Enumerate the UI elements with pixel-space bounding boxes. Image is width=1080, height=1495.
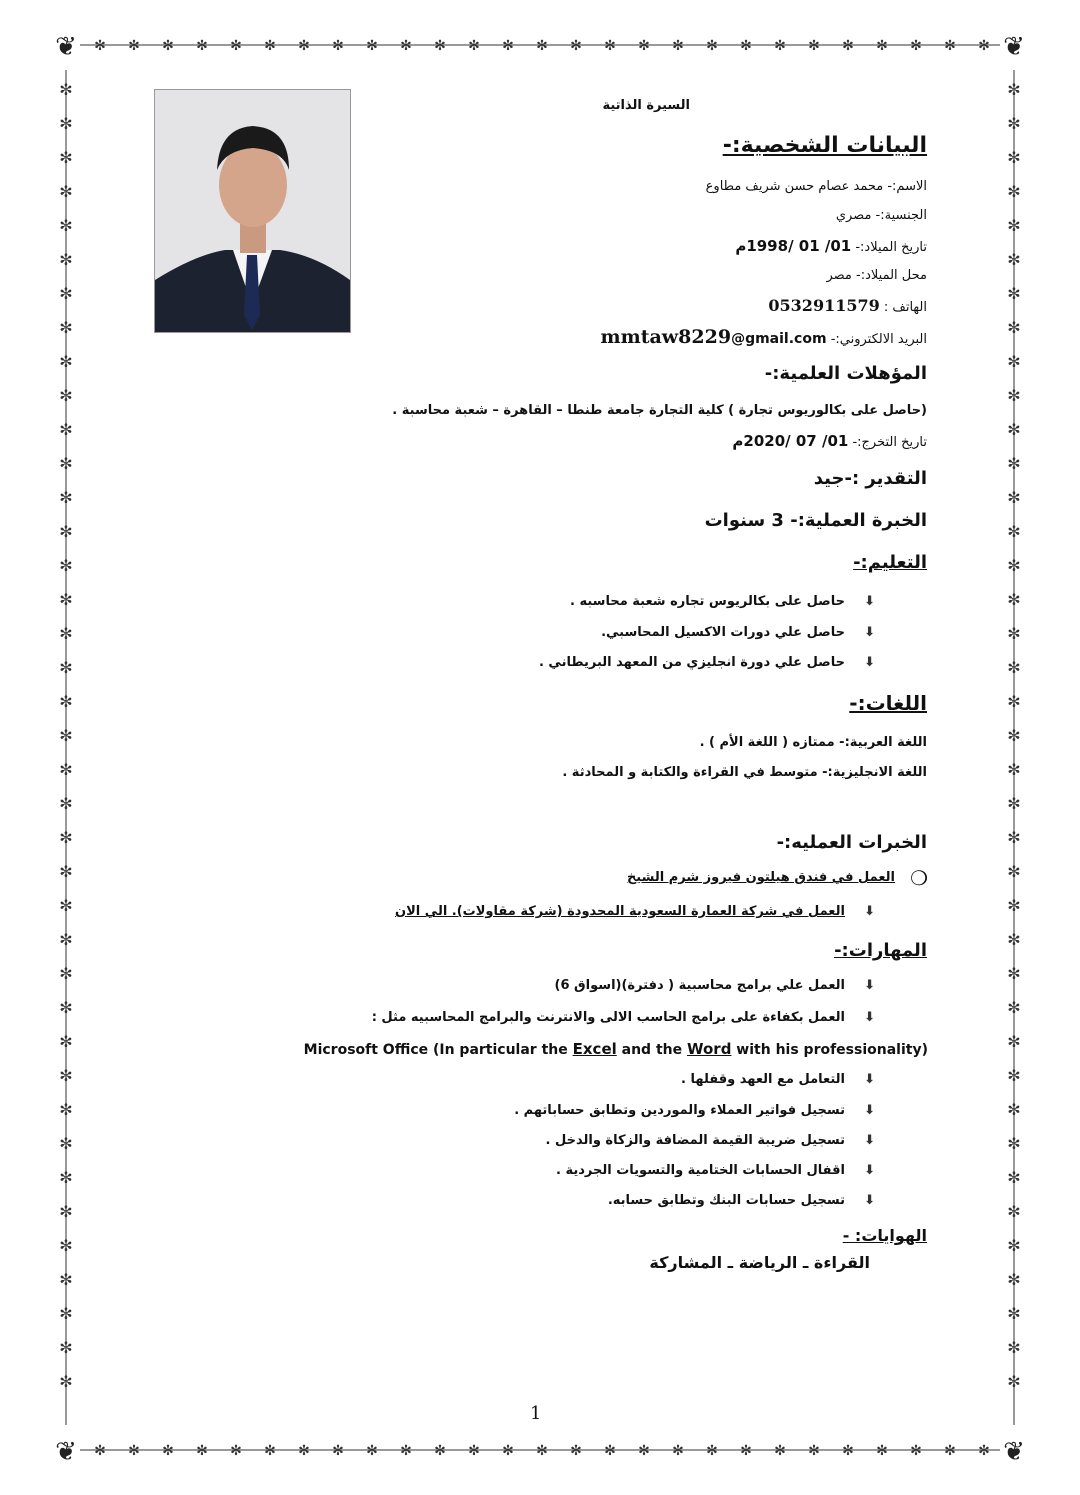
education-item-text: حاصل علي دورات الاكسيل المحاسبي. <box>601 625 845 640</box>
border-ornament-icon: ✻ <box>740 1443 752 1459</box>
border-ornament-icon: ✻ <box>162 1443 174 1459</box>
border-ornament-icon: ✼ <box>1007 1066 1021 1085</box>
border-ornament-icon: ✼ <box>1007 1338 1021 1357</box>
svg-text:❦: ❦ <box>1003 1437 1025 1467</box>
skill-item-text: العمل علي برامج محاسبية ( دفترة)(اسواق 6) <box>554 978 845 993</box>
arrow-bullet-icon: ⬇ <box>864 594 875 609</box>
phone-line <box>768 296 927 315</box>
work-item <box>395 904 875 919</box>
experience-years: الخبرة العملية:- 3 سنوات <box>704 510 927 531</box>
border-ornament-icon: ✻ <box>502 1443 514 1459</box>
email-value[interactable] <box>601 326 827 348</box>
border-ornament-icon: ✻ <box>978 1443 990 1459</box>
border-ornament-icon: ✻ <box>876 1443 888 1459</box>
border-ornament-icon: ✼ <box>1007 1372 1021 1391</box>
education-item <box>539 655 875 670</box>
border-ornament-icon: ✻ <box>978 38 990 54</box>
border-ornament-icon: ✼ <box>1007 352 1021 371</box>
border-ornament-icon: ✼ <box>1007 726 1021 745</box>
border-ornament-icon: ✼ <box>1007 1270 1021 1289</box>
border-ornament-icon: ✻ <box>774 38 786 54</box>
border-ornament-icon: ✻ <box>468 1443 480 1459</box>
skill-item-text: التعامل مع العهد وقفلها . <box>681 1072 845 1087</box>
border-ornament-icon: ✼ <box>59 930 73 949</box>
profile-photo <box>154 89 351 333</box>
phone-value: 0532911579 <box>768 296 880 315</box>
arrow-bullet-icon: ⬇ <box>864 1103 875 1118</box>
border-ornament-icon: ✼ <box>59 1066 73 1085</box>
border-ornament-icon: ✼ <box>59 862 73 881</box>
circle-bullet-icon: ❍ <box>910 866 928 890</box>
border-ornament-icon: ✼ <box>59 624 73 643</box>
border-ornament-icon: ✼ <box>1007 930 1021 949</box>
border-ornament-icon: ✻ <box>944 1443 956 1459</box>
doc-title: السيرة الذاتية <box>602 98 690 113</box>
border-ornament-icon: ✼ <box>1007 420 1021 439</box>
border-ornament-icon: ✻ <box>298 38 310 54</box>
email-user: mmtaw8229 <box>600 326 732 348</box>
border-ornament-icon: ✼ <box>1007 1168 1021 1187</box>
border-ornament-icon: ✻ <box>672 38 684 54</box>
arabic-language: اللغة العربية:- ممتازه ( اللغة الأم ) . <box>699 735 927 750</box>
border-ornament-icon: ✼ <box>1007 1032 1021 1051</box>
border-ornament-icon: ✻ <box>706 1443 718 1459</box>
skill-item-text: العمل بكفاءة على برامج الحاسب الالى والانترنت والبرامج المحاسبيه مثل : <box>371 1010 845 1025</box>
border-ornament-icon: ✼ <box>59 1202 73 1221</box>
svg-text:❦: ❦ <box>1003 32 1025 62</box>
nationality-line: الجنسية:- مصري <box>835 208 927 223</box>
arrow-bullet-icon: ⬇ <box>864 1163 875 1178</box>
border-ornament-icon: ✼ <box>59 182 73 201</box>
arrow-bullet-icon: ⬇ <box>864 1193 875 1208</box>
border-ornament-icon: ✼ <box>1007 114 1021 133</box>
border-ornament-icon: ✻ <box>604 1443 616 1459</box>
border-ornament-icon: ✼ <box>1007 1134 1021 1153</box>
border-ornament-icon: ✼ <box>59 896 73 915</box>
border-ornament-icon: ✼ <box>1007 862 1021 881</box>
education-item-text: حاصل على بكالريوس تجاره شعبة محاسبه . <box>570 594 845 609</box>
border-ornament-icon: ✼ <box>59 726 73 745</box>
skill-item-text: اقفال الحسابات الختامية والتسويات الجردية . <box>556 1163 845 1178</box>
border-ornament-icon: ✼ <box>59 216 73 235</box>
arrow-bullet-icon: ⬇ <box>864 655 875 670</box>
border-ornament-icon: ✻ <box>672 1443 684 1459</box>
border-ornament-icon: ✼ <box>1007 658 1021 677</box>
border-ornament-icon: ✻ <box>434 38 446 54</box>
border-ornament-icon: ✼ <box>1007 216 1021 235</box>
border-ornament-icon: ✻ <box>808 38 820 54</box>
birth-date-line <box>735 237 927 255</box>
border-ornament-icon: ✼ <box>59 1338 73 1357</box>
border-ornament-icon: ✼ <box>1007 896 1021 915</box>
border-ornament-icon: ✻ <box>944 38 956 54</box>
border-ornament-icon: ✼ <box>59 1270 73 1289</box>
border-ornament-icon: ✼ <box>1007 794 1021 813</box>
border-ornament-icon: ✼ <box>1007 692 1021 711</box>
border-ornament-icon: ✼ <box>59 488 73 507</box>
work-heading: الخبرات العمليه:- <box>776 832 927 853</box>
border-ornament-icon: ✼ <box>59 1372 73 1391</box>
border-ornament-icon: ✼ <box>59 794 73 813</box>
word-word: Word <box>686 1040 732 1058</box>
skill-item <box>608 1193 875 1208</box>
border-ornament-icon: ✼ <box>59 1134 73 1153</box>
border-ornament-icon: ✻ <box>910 1443 922 1459</box>
border-ornament-icon: ✻ <box>230 1443 242 1459</box>
border-ornament-icon: ✻ <box>434 1443 446 1459</box>
border-ornament-icon: ✻ <box>400 38 412 54</box>
border-ornament-icon: ✼ <box>1007 80 1021 99</box>
border-ornament-icon: ✼ <box>59 1304 73 1323</box>
border-ornament-icon: ✼ <box>59 1100 73 1119</box>
border-ornament-icon: ✻ <box>230 38 242 54</box>
border-ornament-icon: ✼ <box>59 998 73 1017</box>
work-item <box>627 870 895 885</box>
email-line <box>601 326 927 348</box>
border-ornament-icon: ✼ <box>59 964 73 983</box>
border-ornament-icon: ✼ <box>59 828 73 847</box>
border-ornament-icon: ✼ <box>59 80 73 99</box>
work-item-text: العمل في فندق هيلتون فيروز شرم الشيخ <box>626 870 895 885</box>
svg-text:❦: ❦ <box>55 32 77 62</box>
skill-item-text: تسجيل ضريبة القيمة المضافة والزكاة والدخل . <box>545 1133 845 1148</box>
arrow-bullet-icon: ⬇ <box>864 1072 875 1087</box>
border-ornament-icon: ✻ <box>740 38 752 54</box>
education-item <box>570 594 875 609</box>
border-ornament-icon: ✻ <box>876 38 888 54</box>
border-ornament-icon: ✼ <box>59 658 73 677</box>
border-ornament-icon: ✻ <box>604 38 616 54</box>
border-ornament-icon: ✼ <box>1007 1100 1021 1119</box>
grad-date-value: 01/ 07 /2020م <box>732 432 849 450</box>
skill-item <box>681 1072 875 1087</box>
skill-item <box>514 1103 875 1118</box>
border-ornament-icon: ✻ <box>196 38 208 54</box>
degree-line: (حاصل على بكالوريوس تجارة ) كلية التجارة جامعة طنطا – القاهرة – شعبة محاسبة . <box>392 403 927 418</box>
skill-item <box>372 1010 875 1025</box>
border-ornament-icon: ✼ <box>59 420 73 439</box>
border-ornament-icon: ✼ <box>1007 590 1021 609</box>
skill-item <box>556 1163 875 1178</box>
arrow-bullet-icon: ⬇ <box>864 625 875 640</box>
border-ornament-icon: ✼ <box>1007 318 1021 337</box>
border-ornament-icon: ✻ <box>128 1443 140 1459</box>
arrow-bullet-icon: ⬇ <box>864 904 875 919</box>
border-ornament-icon: ✻ <box>638 1443 650 1459</box>
border-ornament-icon: ✼ <box>59 692 73 711</box>
qualifications-heading: المؤهلات العلمية:- <box>764 363 927 384</box>
hobbies-heading: الهوايات: - <box>842 1226 927 1245</box>
border-ornament-icon: ✼ <box>59 556 73 575</box>
border-ornament-icon: ✼ <box>59 454 73 473</box>
border-ornament-icon: ✼ <box>59 590 73 609</box>
microsoft-office-line <box>298 1040 928 1058</box>
hobbies-text: القراءة ـ الرياضة ـ المشاركة <box>649 1253 870 1272</box>
border-ornament-icon: ✼ <box>59 318 73 337</box>
arrow-bullet-icon: ⬇ <box>864 978 875 993</box>
border-ornament-icon: ✼ <box>1007 964 1021 983</box>
border-ornament-icon: ✻ <box>536 1443 548 1459</box>
border-ornament-icon: ✼ <box>59 1032 73 1051</box>
education-item-text: حاصل علي دورة انجليزي من المعهد البريطاني . <box>538 655 845 670</box>
border-ornament-icon: ✻ <box>196 1443 208 1459</box>
border-ornament-icon: ✼ <box>59 386 73 405</box>
birth-date-value: 01/ 01 /1998م <box>735 237 852 255</box>
office-text-mid: and the <box>616 1042 687 1058</box>
excel-word: Excel <box>572 1040 617 1058</box>
grade-line: التقدير :-جيد <box>813 468 927 489</box>
border-ornament-icon: ✼ <box>1007 828 1021 847</box>
border-ornament-icon: ✻ <box>468 38 480 54</box>
border-ornament-icon: ✻ <box>298 1443 310 1459</box>
border-ornament-icon: ✻ <box>842 1443 854 1459</box>
border-ornament-icon: ✻ <box>332 1443 344 1459</box>
personal-heading: البيانات الشخصية:- <box>722 133 927 158</box>
border-ornament-icon: ✼ <box>59 760 73 779</box>
border-ornament-icon: ✼ <box>1007 522 1021 541</box>
border-ornament-icon: ✼ <box>1007 250 1021 269</box>
border-ornament-icon: ✼ <box>59 148 73 167</box>
border-ornament-icon: ✼ <box>59 114 73 133</box>
languages-heading: اللغات:- <box>849 691 927 715</box>
office-text-post: with his professionality) <box>731 1042 928 1058</box>
name-line: الاسم:- محمد عصام حسن شريف مطاوع <box>705 179 927 194</box>
work-item-text: العمل في شركة العمارة السعودية المحدودة (شركة مقاولات). الي الان <box>395 904 845 919</box>
border-ornament-icon: ✻ <box>332 38 344 54</box>
border-ornament-icon: ✼ <box>59 1168 73 1187</box>
border-ornament-icon: ✻ <box>536 38 548 54</box>
border-ornament-icon: ✻ <box>128 38 140 54</box>
border-ornament-icon: ✻ <box>842 38 854 54</box>
border-ornament-icon: ✻ <box>706 38 718 54</box>
office-text-pre: Microsoft Office (In particular the <box>303 1042 573 1058</box>
border-ornament-icon: ✻ <box>638 38 650 54</box>
arrow-bullet-icon: ⬇ <box>864 1010 875 1025</box>
phone-label: الهاتف : <box>883 300 927 315</box>
border-ornament-icon: ✻ <box>264 38 276 54</box>
border-ornament-icon: ✻ <box>910 38 922 54</box>
english-language: اللغة الانجليزية:- متوسط في القراءة والكتابة و المحادثة . <box>562 765 927 780</box>
grad-date-label: تاريخ التخرج:- <box>852 435 927 450</box>
border-ornament-icon: ✼ <box>1007 454 1021 473</box>
birth-date-label: تاريخ الميلاد:- <box>855 240 927 255</box>
skill-item-text: تسجيل فواتير العملاء والموردين وتطابق حساباتهم . <box>514 1103 845 1118</box>
border-ornament-icon: ✼ <box>59 1236 73 1255</box>
border-ornament-icon: ✼ <box>1007 556 1021 575</box>
border-ornament-icon: ✼ <box>1007 998 1021 1017</box>
svg-text:❦: ❦ <box>55 1437 77 1467</box>
border-ornament-icon: ✻ <box>570 1443 582 1459</box>
arrow-bullet-icon: ⬇ <box>864 1133 875 1148</box>
border-ornament-icon: ✻ <box>570 38 582 54</box>
border-ornament-icon: ✼ <box>59 522 73 541</box>
email-domain: @gmail.com <box>731 331 827 347</box>
skill-item <box>546 1133 875 1148</box>
border-ornament-icon: ✼ <box>1007 1236 1021 1255</box>
page-number: 1 <box>530 1403 542 1424</box>
border-ornament-icon: ✼ <box>59 250 73 269</box>
border-ornament-icon: ✻ <box>366 1443 378 1459</box>
border-ornament-icon: ✼ <box>1007 760 1021 779</box>
grad-date-line <box>732 432 927 450</box>
border-ornament-icon: ✼ <box>1007 148 1021 167</box>
border-ornament-icon: ✻ <box>264 1443 276 1459</box>
border-ornament-icon: ✻ <box>366 38 378 54</box>
border-ornament-icon: ✼ <box>1007 284 1021 303</box>
border-ornament-icon: ✼ <box>1007 624 1021 643</box>
border-ornament-icon: ✻ <box>400 1443 412 1459</box>
border-ornament-icon: ✻ <box>774 1443 786 1459</box>
email-label: البريد الالكتروني:- <box>830 332 927 347</box>
border-ornament-icon: ✻ <box>94 38 106 54</box>
skills-heading: المهارات:- <box>834 940 927 961</box>
border-ornament-icon: ✻ <box>808 1443 820 1459</box>
border-ornament-icon: ✼ <box>1007 182 1021 201</box>
education-heading: التعليم:- <box>853 552 927 573</box>
border-ornament-icon: ✼ <box>1007 1304 1021 1323</box>
birth-place-line: محل الميلاد:- مصر <box>826 268 927 283</box>
border-ornament-icon: ✼ <box>59 284 73 303</box>
border-ornament-icon: ✻ <box>502 38 514 54</box>
border-ornament-icon: ✼ <box>1007 1202 1021 1221</box>
skill-item <box>555 978 875 993</box>
border-ornament-icon: ✼ <box>1007 488 1021 507</box>
border-ornament-icon: ✻ <box>162 38 174 54</box>
border-ornament-icon: ✼ <box>1007 386 1021 405</box>
border-ornament-icon: ✻ <box>94 1443 106 1459</box>
border-ornament-icon: ✼ <box>59 352 73 371</box>
education-item <box>601 625 875 640</box>
skill-item-text: تسجيل حسابات البنك وتطابق حسابه. <box>607 1193 845 1208</box>
